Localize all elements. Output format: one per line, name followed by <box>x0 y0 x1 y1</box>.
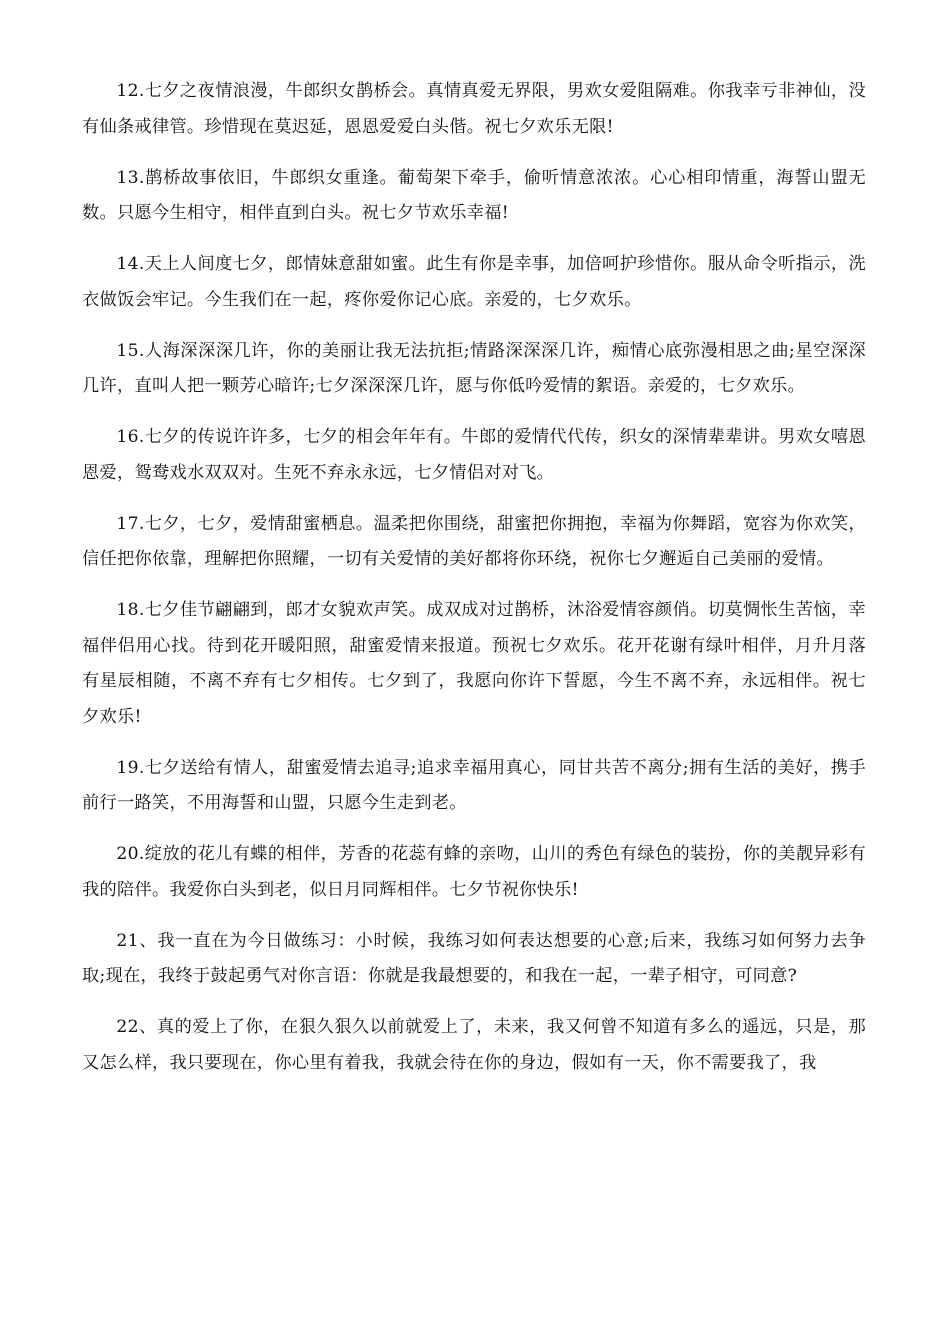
paragraph-19: 19.七夕送给有情人，甜蜜爱情去追寻;追求幸福用真心，同甘共苦不离分;拥有生活的美好，携手前行一路笑，不用海誓和山盟，只愿今生走到老。 <box>82 757 866 813</box>
paragraph-15: 15.人海深深深几许，你的美丽让我无法抗拒;情路深深深几许，痴情心底弥漫相思之曲;星空深深几许，直叫人把一颗芳心暗许;七夕深深深几许，愿与你低吟爱情的絮语。亲爱的，七夕欢乐。 <box>82 340 866 396</box>
paragraph-16: 16.七夕的传说许许多，七夕的相会年年有。牛郎的爱情代代传，织女的深情辈辈讲。男欢女嘻恩恩爱，鸳鸯戏水双双对。生死不弃永永远，七夕情侣对对飞。 <box>82 427 866 483</box>
paragraph-21: 21、我一直在为今日做练习：小时候，我练习如何表达想要的心意;后来，我练习如何努力去争取;现在，我终于鼓起勇气对你言语：你就是我最想要的，和我在一起，一辈子相守，可同意? <box>82 930 866 986</box>
paragraph-20: 20.绽放的花儿有蝶的相伴，芳香的花蕊有蜂的亲吻，山川的秀色有绿色的装扮，你的美靓异彩有我的陪伴。我爱你白头到老，似日月同辉相伴。七夕节祝你快乐! <box>82 844 866 900</box>
paragraph-14: 14.天上人间度七夕，郎情妹意甜如蜜。此生有你是幸事，加倍呵护珍惜你。服从命令听指示，洗衣做饭会牢记。今生我们在一起，疼你爱你记心底。亲爱的，七夕欢乐。 <box>82 254 866 310</box>
paragraph-22: 22、真的爱上了你，在狠久狠久以前就爱上了，未来，我又何曾不知道有多么的遥远，只是，那又怎么样，我只要现在，你心里有着我，我就会待在你的身边，假如有一天，你不需要我了，我 <box>82 1017 866 1073</box>
paragraph-12: 12.七夕之夜情浪漫，牛郎织女鹊桥会。真情真爱无界限，男欢女爱阻隔难。你我幸亏非神仙，没有仙条戒律管。珍惜现在莫迟延，恩恩爱爱白头偕。祝七夕欢乐无限! <box>82 81 866 137</box>
paragraph-13: 13.鹊桥故事依旧，牛郎织女重逢。葡萄架下牵手，偷听情意浓浓。心心相印情重，海誓山盟无数。只愿今生相守，相伴直到白头。祝七夕节欢乐幸福! <box>82 167 866 223</box>
paragraph-17: 17.七夕，七夕，爱情甜蜜栖息。温柔把你围绕，甜蜜把你拥抱，幸福为你舞蹈，宽容为你欢笑，信任把你依靠，理解把你照耀，一切有关爱情的美好都将你环绕，祝你七夕邂逅自己美丽的爱情。 <box>82 513 866 569</box>
paragraph-18: 18.七夕佳节翩翩到，郎才女貌欢声笑。成双成对过鹊桥，沐浴爱情容颜俏。切莫惆怅生苦恼，幸福伴侣用心找。待到花开暖阳照，甜蜜爱情来报道。预祝七夕欢乐。花开花谢有绿叶相伴，月升月落有星辰相随，不离不弃有七夕相传。七夕到了，我愿向你许下誓愿，今生不离不弃，永远相伴。祝七夕欢乐! <box>82 600 866 727</box>
